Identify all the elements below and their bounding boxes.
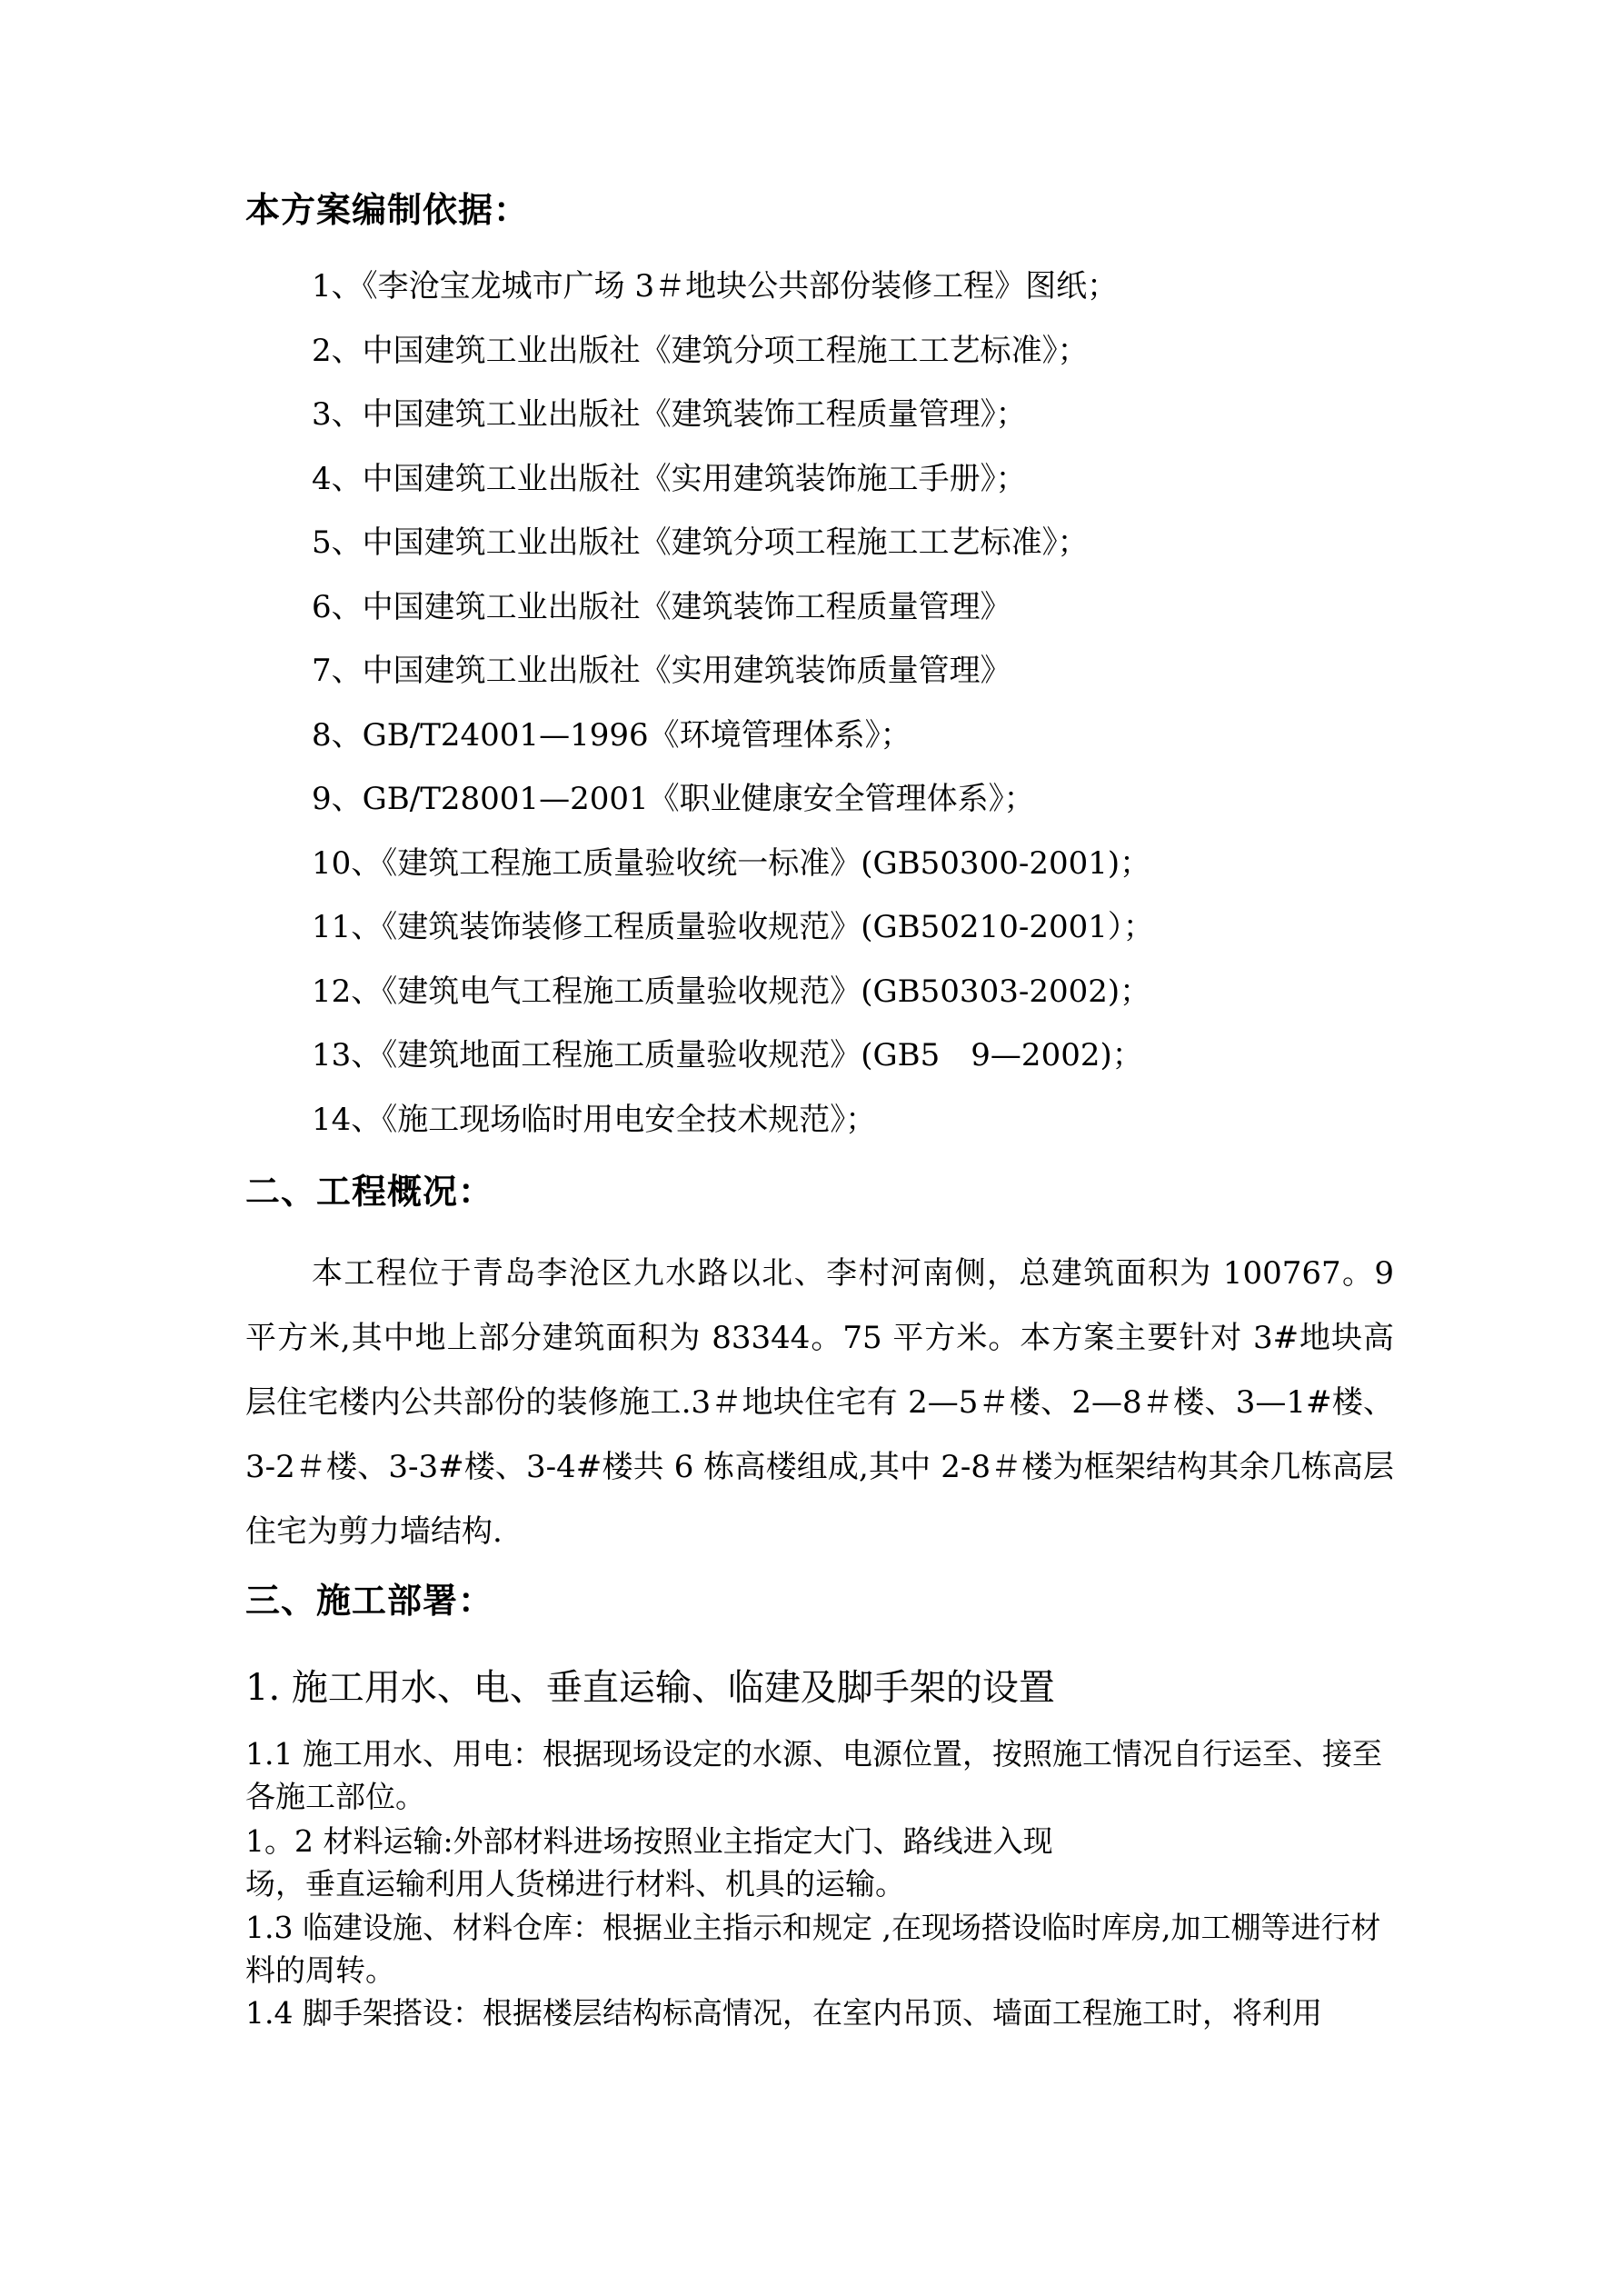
item-water-power — [245, 1732, 1394, 1818]
subsection-title: 1. 施工用水、电、垂直运输、临建及脚手架的设置 — [245, 1667, 1055, 1709]
reference-item: 6、中国建筑工业出版社《建筑装饰工程质量管理》 — [312, 588, 1011, 625]
reference-item: 12、《建筑电气工程施工质量验收规范》(GB50303-2002)； — [312, 973, 1151, 1010]
reference-item: 10、《建筑工程施工质量验收统一标准》(GB50300-2001)； — [312, 844, 1151, 882]
item-temporary-facilities — [245, 1906, 1394, 1992]
item-text: 1.3 临建设施、材料仓库：根据业主指示和规定 ,在现场搭设临时库房,加工棚等进行材料的周转。 — [245, 1910, 1381, 1988]
reference-item: 5、中国建筑工业出版社《建筑分项工程施工工艺标准》； — [312, 524, 1089, 561]
reference-item: 9、GB/T28001—2001《职业健康安全管理体系》； — [312, 781, 1035, 817]
reference-item: 2、中国建筑工业出版社《建筑分项工程施工工艺标准》； — [312, 332, 1089, 369]
overview-text: 本工程位于青岛李沧区九水路以北、李村河南侧，总建筑面积为 100767。9 平方米,其中地上部分建筑面积为 83344。75 平方米。本方案主要针对 3#地块高层住宅楼内公共部份的装修施工.3＃地块住宅有 2—5＃楼、2—8＃楼、3—1#楼、3-2＃楼、3-3#楼、3-4#楼共 6 栋高楼组成,其中 2-8＃楼为框架结构其余几栋高层住宅为剪力墙结构. — [245, 1255, 1394, 1550]
reference-item: 3、中国建筑工业出版社《建筑装饰工程质量管理》； — [312, 396, 1027, 433]
item-text: 1.1 施工用水、用电：根据现场设定的水源、电源位置，按照施工情况自行运至、接至各施工部位。 — [245, 1736, 1382, 1814]
item-text: 1.4 脚手架搭设：根据楼层结构标高情况，在室内吊顶、墙面工程施工时，将利用 — [245, 1995, 1322, 2031]
reference-item: 11、《建筑装饰装修工程质量验收规范》(GB50210-2001）； — [312, 909, 1154, 945]
reference-item: 4、中国建筑工业出版社《实用建筑装饰施工手册》； — [312, 460, 1027, 497]
reference-item: 14、《施工现场临时用电安全技术规范》； — [312, 1101, 877, 1138]
overview-section-title: 二、工程概况： — [245, 1171, 494, 1212]
reference-item: 13、《建筑地面工程施工质量验收规范》(GB5 9—2002)； — [312, 1037, 1143, 1073]
item-text: 1。2 材料运输:外部材料进场按照业主指定大门、路线进入现 — [245, 1823, 1053, 1859]
overview-paragraph — [245, 1242, 1394, 1564]
item-text: 场，垂直运输利用人货梯进行材料、机具的运输。 — [245, 1866, 905, 1902]
reference-item: 8、GB/T24001—1996《环境管理体系》； — [312, 716, 911, 754]
reference-list — [312, 262, 1154, 1159]
reference-item: 7、中国建筑工业出版社《实用建筑装饰质量管理》 — [312, 653, 1011, 689]
item-scaffolding — [245, 1992, 1394, 2034]
reference-item: 1、《李沧宝龙城市广场 3＃地块公共部份装修工程》图纸； — [312, 268, 1119, 304]
basis-section-title: 本方案编制依据： — [245, 189, 530, 230]
item-material-transport — [245, 1820, 1394, 1905]
deployment-section-title: 三、施工部署： — [245, 1580, 494, 1621]
